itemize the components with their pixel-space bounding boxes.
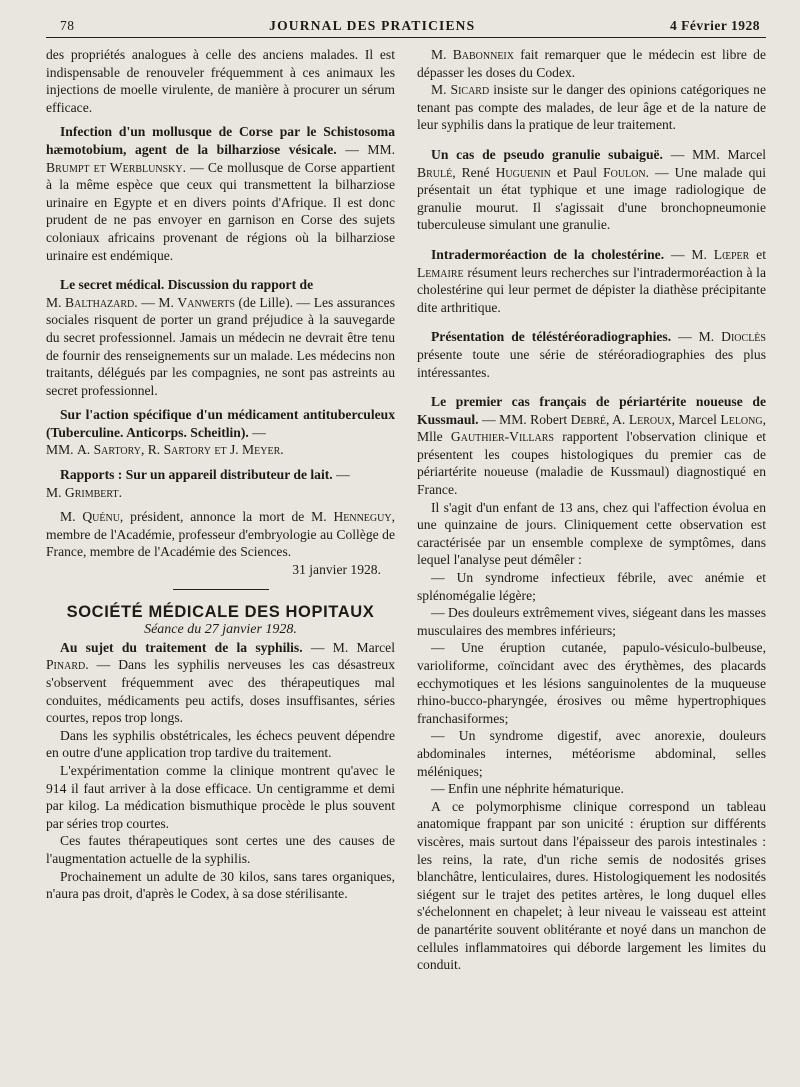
paragraph-sicard: M. Sicard insiste sur le danger des opinions catégoriques ne tenant pas compte des malades, de leur âge et de la nature de leur syphilis dans la pratique de leur traitement. (417, 82, 766, 133)
author: Babonneix (452, 47, 514, 62)
left-column (46, 46, 395, 974)
author: Dioclès (721, 329, 766, 345)
article-tuberculine-authors: MM. A. Sartory, R. Sartory et J. Meyer. (46, 442, 284, 458)
article-intradermoreaction: Intradermoréaction de la cholestérine. — M. Lœper et Lemaire résument leurs recherches sur l'intradermoréaction à la cholestérine qui leur permet de dépister la diathèse précipitante dite arthritique. (417, 246, 766, 315)
author: Pinard (46, 657, 86, 673)
article-rapports-author: M. Grimbert. (46, 484, 122, 500)
paragraph-quenu: M. Quénu, président, annonce la mort de M. Henneguy, membre de l'Académie, professeur d'embryologie au Collège de France, membre de l'Académie des Sciences. (46, 509, 395, 560)
author: Foulon (603, 164, 646, 180)
author: Lœper (713, 246, 750, 262)
heading-secret: Le secret médical. Discussion du rapport de (60, 277, 314, 293)
symptom-item: — Une éruption cutanée, papulo-vésiculo-bulbeuse, varioliforme, coïncidant avec des érythèmes, des placards ecchymotiques et les lésions sanguinolentes de la muqueuse rhino-bucco-pharyngée, érosives ou même hypertrophiques franchasiformes; (417, 640, 766, 726)
author: Debré (570, 411, 606, 427)
author: Grimbert (64, 484, 119, 500)
paragraph-experimentation: L'expérimentation comme la clinique montrent qu'avec le 914 il faut arriver à la dose efficace. Un centigramme et demi par kilog. La médication bismuthique procède le plus souvent par séries trop courtes. (46, 762, 395, 831)
author: Sicard (450, 82, 490, 98)
section-separator (173, 589, 269, 590)
author: Huguenin (495, 164, 551, 180)
author: Gauthier-Villars (450, 429, 554, 445)
article-tuberculine: Sur l'action spécifique d'un médicament antituberculeux (Tuberculine. Anticorps. Scheitlin). — (46, 407, 395, 440)
author: Lelong (720, 411, 763, 427)
paragraph-obstetricales: Dans les syphilis obstétricales, les échecs peuvent dépendre en outre d'une application trop tardive du traitement. (46, 727, 395, 761)
heading-tuberculine: Sur l'action spécifique d'un médicament antituberculeux (Tuberculine. Anticorps. Scheitlin). (46, 407, 395, 440)
paragraph-polymorphisme: A ce polymorphisme clinique correspond un tableau anatomique frappant par son unicité : éruption sur différents viscères, mais surtout dans l'épaisseur des parois intestinales : les reins, la rate, d'un riche semis de nodosités grises blanchâtre, lenticulaires, dures. Histologiquement les nodosités siégent sur le trajet des petites artères, le long duquel elles s'échelonnent en chapelet; à leur niveau le vaisseau est atteint de panartérite souvent oblitérante et noyé dans un manchon de cellules inflammatoires qui déborde largement les limites du conduit. (417, 798, 766, 973)
issue-date: 4 Février 1928 (670, 18, 760, 33)
article-mollusque: Infection d'un mollusque de Corse par le Schistosoma hæmotobium, agent de la bilharziose vésicale. — MM. Brumpt et Werblunsky. — Ce mollusque de Corse appartient à la même espèce que ceux qui transmettent la bilharziose urinaire en Egypte et en divers points d'Afrique. Il est donc prudent de ne pas envoyer en garnison en Corse des sujets coloniaux africains provenant de régions où la bilharziose urinaire est endémique. (46, 124, 396, 263)
author: Lemaire (417, 264, 464, 280)
article-periarterite: Le premier cas français de périartérite noueuse de Kussmaul. — MM. Robert Debré, A. Leroux, Marcel Lelong, Mlle Gauthier-Villars rapportent l'observation clinique et présentent les coupes histologiques du premier cas de périartérite noueuse (maladie de Kussmaul) diagnostiqué en France. (417, 394, 767, 498)
symptom-item: — Un syndrome infectieux fébrile, avec anémie et splénomégalie légère; (417, 570, 766, 603)
article-rapports: Rapports : Sur un appareil distributeur de lait. — (60, 467, 350, 483)
paragraph-babonneix: M. Babonneix fait remarquer que le médecin est libre de dépasser les doses du Codex. (417, 47, 766, 80)
article-secret-body: M. Balthazard. — M. Vanwerts (de Lille). — Les assurances sociales risquent de porter un grand préjudice à la sauvegarde du secret professionnel. Jamais un médecin ne devrait être tenu de fournir des renseignements sur un malade. Les médecins non traitants, délégués par les compagnies, ne sont pas astreints au secret professionnel. (46, 294, 395, 398)
header-rule (46, 37, 766, 38)
author: Henneguy (333, 509, 392, 525)
session-date: Séance du 27 janvier 1928. (144, 622, 297, 638)
right-column (417, 46, 766, 974)
article-syphilis: Au sujet du traitement de la syphilis. — M. Marcel Pinard. — Dans les syphilis nerveuses les cas désastreux s'observent fréquemment avec des thérapeutiques mal conduites, médicaments peu actifs, doses insuffisantes, séries courtes, repos trop longs. (46, 639, 395, 726)
paragraph-prochainement: Prochainement un adulte de 30 kilos, sans tares organiques, n'aura pas droit, d'après le Codex, à sa dose stérilisante. (46, 868, 395, 902)
heading-syphilis: Au sujet du traitement de la syphilis. (60, 639, 303, 655)
paragraph-continuation: des propriétés analogues à celle des anciens malades. Il est indispensable de renouveler fréquemment à ces animaux les injections de moelle virulente, de manière à procurer un sérum efficace. (46, 47, 395, 115)
signature-date: 31 janvier 1928. (292, 562, 381, 578)
author: Leroux (628, 411, 672, 427)
author: Quénu (82, 509, 120, 525)
page-number: 78 (60, 18, 75, 33)
article-secret (46, 276, 395, 294)
society-title: SOCIÉTÉ MÉDICALE DES HOPITAUX (66, 602, 375, 621)
author: Vanwerts (177, 294, 235, 310)
article-granulie: Un cas de pseudo granulie subaiguë. — MM. Marcel Brulé, René Huguenin et Paul Foulon. — Une malade qui présentait un état typhique et une image radiologique de granulie mourut. Il s'agissait d'une bronchopneumonie tuberculeuse simulant une granulie. (417, 146, 766, 233)
authors: A. Sartory, R. Sartory et J. Meyer (76, 442, 281, 458)
journal-title: JOURNAL DES PRATICIENS (269, 18, 476, 33)
symptom-item: — Enfin une néphrite hématurique. (431, 781, 624, 797)
author: Brulé (417, 164, 453, 180)
symptom-item: — Des douleurs extrêmement vives, siégeant dans les masses musculaires des membres inférieurs; (417, 605, 766, 638)
page-header (46, 18, 766, 37)
author: Balthazard (65, 294, 135, 310)
paragraph-enfant: Il s'agit d'un enfant de 13 ans, chez qui l'affection évolua en une quinzaine de jours. Cliniquement cette observation est caractérisée par un ensemble complexe de symptômes, dans lequel l'analyse peut démêler : (417, 499, 766, 568)
two-column-body (46, 46, 766, 974)
heading-periarterite: Le premier cas français de périartérite noueuse de Kussmaul. (417, 394, 766, 427)
heading-telestereo: Présentation de téléstéréoradiographies. (431, 329, 672, 345)
heading-granulie: Un cas de pseudo granulie subaiguë. (431, 146, 663, 162)
authors: Brumpt et Werblunsky (46, 159, 183, 175)
article-telestereo: Présentation de téléstéréoradiographies. — M. Dioclès présente toute une série de stéréoradiographies des plus intéressantes. (417, 329, 766, 380)
heading-intradermoreaction: Intradermoréaction de la cholestérine. (431, 246, 665, 262)
symptom-item: — Un syndrome digestif, avec anorexie, douleurs abdominales internes, météorisme abdominal, selles méléniques; (417, 728, 766, 779)
heading-rapports: Rapports : Sur un appareil distributeur de lait. (60, 467, 333, 483)
heading-mollusque: Infection d'un mollusque de Corse par le Schistosoma hæmotobium, agent de la bilharziose vésicale. (46, 124, 395, 157)
paragraph-fautes: Ces fautes thérapeutiques sont certes une des causes de l'augmentation actuelle de la syphilis. (46, 833, 395, 866)
